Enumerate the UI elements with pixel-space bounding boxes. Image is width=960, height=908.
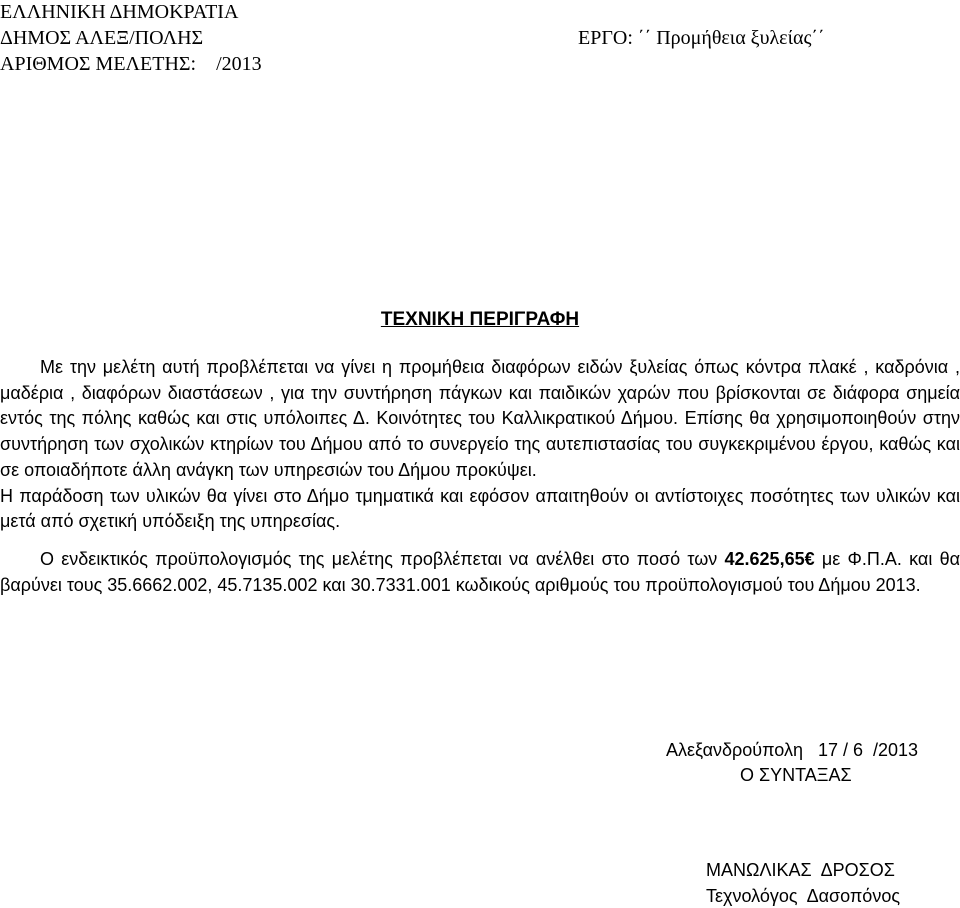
place-date: Αλεξανδρούπολη 17 / 6 /2013 — [666, 740, 919, 760]
paragraph-description: Με την μελέτη αυτή προβλέπεται να γίνει η προμήθεια διαφόρων ειδών ξυλείας όπως κόντρα πλακέ , καδρόνια , μαδέρια , διαφόρων διαστάσεων , για την συντήρηση πάγκων και παιδικών χαρών που βρίσκονται σε διάφορα σημεία εντός της πόλης καθώς και στις υπόλοιπες Δ. Κοινότητες του Καλλικρατικού Δήμου. Επίσης θα χρησιμοποιηθούν στην συντήρηση των σχολικών κτηρίων του Δήμου από το συνεργείο της αυτεπιστασίας του συγκεκριμένου έργου, καθώς και σε οποιαδήποτε άλλη ανάγκη των υπηρεσιών του Δήμου προκύψει. — [0, 357, 960, 480]
header-municipality-row — [0, 26, 960, 50]
document-body — [0, 355, 960, 598]
document-header — [0, 0, 960, 75]
budget-text-end: με Φ.Π.Α. και θα βαρύνει τους 35.6662.002, 45.7135.002 και 30.7331.001 κωδικούς αριθμούς του προϋπολογισμού του Δήμου 2013. — [0, 548, 960, 595]
project-title: ΕΡΓΟ: ΄΄ Προμήθεια ξυλείας΄΄ — [578, 27, 825, 49]
budget-text-start: Ο ενδεικτικός προϋπολογισμός της μελέτης προβλέπεται να ανέλθει στο ποσό των — [40, 548, 725, 569]
paragraph-budget — [0, 547, 960, 598]
header-republic — [0, 0, 960, 24]
budget-amount: 42.625,65€ — [724, 548, 815, 569]
document-title: ΤΕΧΝΙΚΗ ΠΕΡΙΓΡΑΦΗ — [380, 309, 580, 330]
paragraph-delivery: Η παράδοση των υλικών θα γίνει στο Δήμο τμηματικά και εφόσον απαιτηθούν οι αντίστοιχες ποσότητες των υλικών και μετά από σχετική υπόδειξη της υπηρεσίας. — [0, 485, 960, 532]
republic-label: ΕΛΛΗΝΙΚΗ ΔΗΜΟΚΡΑΤΙΑ — [0, 1, 239, 23]
author-label: Ο ΣΥΝΤΑΞΑΣ — [740, 765, 852, 785]
author-name: ΜΑΝΩΛΙΚΑΣ ΔΡΟΣΟΣ — [706, 860, 895, 880]
study-number-label: ΑΡΙΘΜΟΣ ΜΕΛΕΤΗΣ: /2013 — [0, 53, 262, 75]
author-role: Τεχνολόγος Δασοπόνος — [706, 886, 901, 906]
municipality-label: ΔΗΜΟΣ ΑΛΕΞ/ΠΟΛΗΣ — [0, 27, 204, 49]
header-study-number — [0, 52, 960, 76]
